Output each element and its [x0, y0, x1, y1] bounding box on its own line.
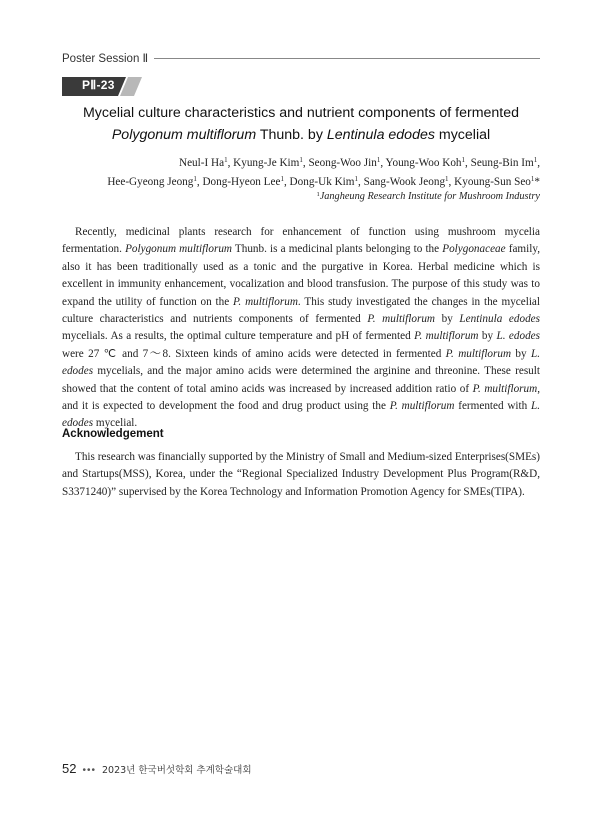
author-name: Hee-Gyeong Jeong [107, 176, 194, 188]
conference-name: 2023년 한국버섯학회 추계학술대회 [101, 765, 252, 776]
author-affiliation-marker: 1 [461, 156, 466, 164]
author-affiliation-marker: 1 [280, 175, 284, 183]
abstract-paragraph [62, 224, 540, 433]
author-separator: , [196, 176, 203, 188]
author-line-2 [62, 173, 540, 192]
footer-dots: ••• [82, 765, 96, 776]
title-line-1: Mycelial culture characteristics and nutrient components of fermented [82, 105, 520, 121]
paper-code: PⅡ-23 [82, 78, 115, 92]
author-name: Neul-I Ha [179, 157, 225, 169]
italic-term: P. multiflorum [414, 330, 479, 343]
italic-term: Polygonaceae [442, 243, 506, 256]
abstract-text: mycelials, and the major amino acids were determined the arginine and threonine. These result showed that the content of total amino acids was increased by increased addition ratio of [62, 365, 540, 395]
italic-term: Polygonum multiflorum [125, 243, 232, 256]
abstract-text: by [435, 313, 460, 326]
abstract-text: by [478, 330, 497, 343]
author-separator: , [227, 157, 234, 169]
abstract-text: Thunb. is a medicinal plants belonging to the [232, 243, 443, 256]
acknowledgement-heading: Acknowledgement [62, 428, 164, 440]
affiliation-marker: 1 [316, 191, 320, 198]
abstract-text: by [511, 347, 531, 360]
abstract-text: Recently, medicinal plants research for enhancement of function using mushroom mycelia fermentation. [62, 226, 540, 256]
author-name: Dong-Uk Kim [289, 176, 355, 188]
title-line-2 [62, 124, 540, 146]
author-affiliation-marker: 1 [533, 156, 538, 164]
author-separator: , [448, 176, 455, 188]
paper-code-badge [62, 77, 142, 96]
author-name: Seung-Bin Im [470, 157, 534, 169]
abstract-text: fermented with [454, 400, 531, 413]
affiliation-text: Jangheung Research Institute for Mushroom Industry [319, 191, 540, 202]
italic-term: L. edodes [62, 347, 541, 378]
abstract-text: . This study investigated the changes in the mycelial culture characteristics and nutrients components of fermented [62, 295, 541, 326]
author-separator: , [380, 157, 386, 169]
author-affiliation-marker: 1 [376, 156, 381, 164]
italic-term: P. multiflorum [389, 400, 455, 413]
affiliation [62, 191, 540, 202]
title-plant-name: Polygonum multiflorum [111, 127, 257, 143]
author-affiliation-marker: 1 [299, 156, 303, 164]
abstract-text: mycelials. As a results, the optimal culture temperature and pH of fermented [62, 330, 415, 343]
abstract-text: were 27 ℃ and 7～8. Sixteen kinds of amino acids were detected in fermented [62, 347, 446, 360]
author-name: Kyoung-Sun Seo [454, 176, 531, 188]
paper-title [62, 102, 540, 146]
italic-term: P. multiflorum [445, 347, 512, 360]
author-name: Sang-Wook Jeong [363, 176, 446, 188]
author-separator: , [283, 176, 290, 188]
title-suffix: mycelial [434, 127, 491, 143]
acknowledgement-body: This research was financially supported by the Ministry of Small and Medium-sized Enterprises(SMEs) and Startups(MSS), Korea, under the “Regional Specialized Industry Development Plus Program(R&D, S3371240)” supervised by the Korea Technology and Information Promotion Agency for SMEs(TIPA). [62, 451, 540, 498]
author-name: Seong-Woo Jin [308, 157, 377, 169]
author-affiliation-marker: 1 [530, 175, 535, 183]
abstract-text: mycelial. [93, 417, 138, 430]
page-number: 52 [62, 761, 77, 776]
italic-term: L. edodes [62, 400, 540, 430]
title-fungus-name: Lentinula edodes [326, 127, 435, 143]
author-name: Dong-Hyeon Lee [202, 176, 281, 188]
page-footer [62, 761, 252, 777]
author-separator: , [537, 157, 540, 169]
author-separator: , [358, 176, 364, 188]
italic-term: P. multiflorum [472, 382, 538, 395]
author-name: Young-Woo Koh [385, 157, 462, 169]
header-rule [154, 58, 540, 59]
title-authority: Thunb. by [256, 127, 327, 143]
author-affiliation-marker: 1 [193, 175, 197, 183]
abstract-text: , and it is expected to development the food and drug product using the [62, 382, 540, 413]
author-line-1 [62, 154, 540, 173]
session-label: Poster Session Ⅱ [62, 53, 149, 65]
italic-term: P. multiflorum [233, 295, 298, 308]
author-name: Kyung-Je Kim [233, 157, 300, 169]
author-separator: * [534, 176, 540, 188]
author-list [62, 154, 540, 192]
author-separator: , [302, 157, 309, 169]
author-affiliation-marker: 1 [354, 175, 358, 183]
italic-term: P. multiflorum [367, 313, 435, 326]
italic-term: Lentinula edodes [459, 313, 540, 326]
author-affiliation-marker: 1 [445, 175, 449, 183]
abstract-text: family, also it has been traditionally used as a tonic and the purgative in Korea. Herbal medicine which is excellent in immunity enhancement, vocalization and blood transfusion. The purpose of this study was to expand the utility of function on the [62, 243, 540, 308]
running-header [62, 50, 540, 66]
author-affiliation-marker: 1 [224, 156, 228, 164]
author-separator: , [465, 157, 471, 169]
italic-term: L. edodes [496, 330, 541, 343]
